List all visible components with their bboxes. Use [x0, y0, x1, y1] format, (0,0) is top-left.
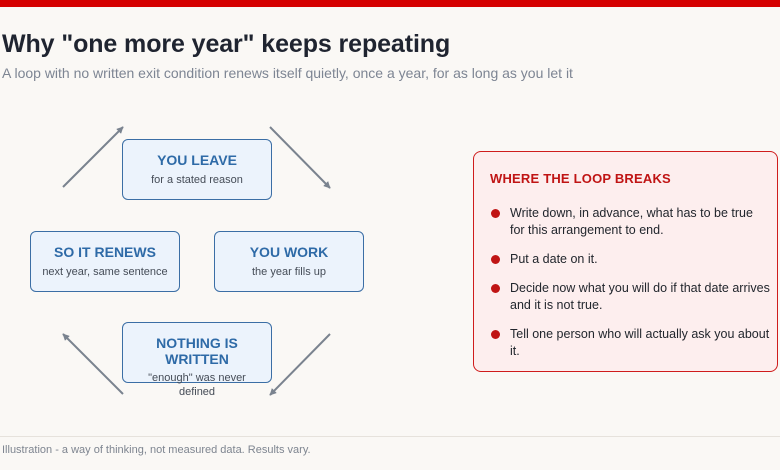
footer-divider [0, 436, 780, 437]
bullet-dot-icon [491, 330, 500, 339]
panel-item-text: Decide now what you will do if that date arrives and it is not true. [510, 281, 770, 312]
arrow-bottom-to-left [63, 334, 123, 394]
page-title: Why "one more year" keeps repeating [2, 30, 451, 58]
loop-breaks-panel [473, 151, 778, 372]
node-title: SO IT RENEWS [54, 244, 156, 260]
footer-note: Illustration - a way of thinking, not measured data. Results vary. [2, 444, 311, 456]
node-title: NOTHING IS WRITTEN [156, 335, 238, 367]
arrow-top-to-right [270, 127, 330, 188]
panel-list [490, 205, 770, 372]
bullet-dot-icon [491, 284, 500, 293]
page-subtitle: A loop with no written exit condition renews itself quietly, once a year, for as long as you let it [2, 65, 573, 81]
loop-node-nothing-written [122, 322, 272, 398]
panel-list-item [490, 251, 770, 268]
panel-item-text: Tell one person who will actually ask you about it. [510, 327, 770, 358]
arrow-left-to-top [63, 127, 123, 187]
panel-list-item [490, 280, 770, 314]
arrow-right-to-bottom [270, 334, 330, 395]
panel-list-item [490, 326, 770, 360]
panel-item-text: Put a date on it. [510, 252, 598, 266]
bullet-dot-icon [491, 209, 500, 218]
bullet-dot-icon [491, 255, 500, 264]
node-subtitle: next year, same sentence [42, 266, 168, 278]
loop-node-you-leave [122, 139, 272, 200]
panel-list-item [490, 205, 770, 239]
loop-node-so-it-renews [30, 231, 180, 292]
panel-item-text: Write down, in advance, what has to be true for this arrangement to end. [510, 206, 753, 237]
panel-title: WHERE THE LOOP BREAKS [490, 171, 671, 186]
node-subtitle: the year fills up [252, 266, 326, 278]
node-subtitle: "enough" was never defined [148, 372, 246, 398]
node-title: YOU LEAVE [157, 152, 237, 168]
node-subtitle: for a stated reason [151, 174, 243, 186]
loop-node-you-work [214, 231, 364, 292]
node-title: YOU WORK [249, 244, 329, 260]
